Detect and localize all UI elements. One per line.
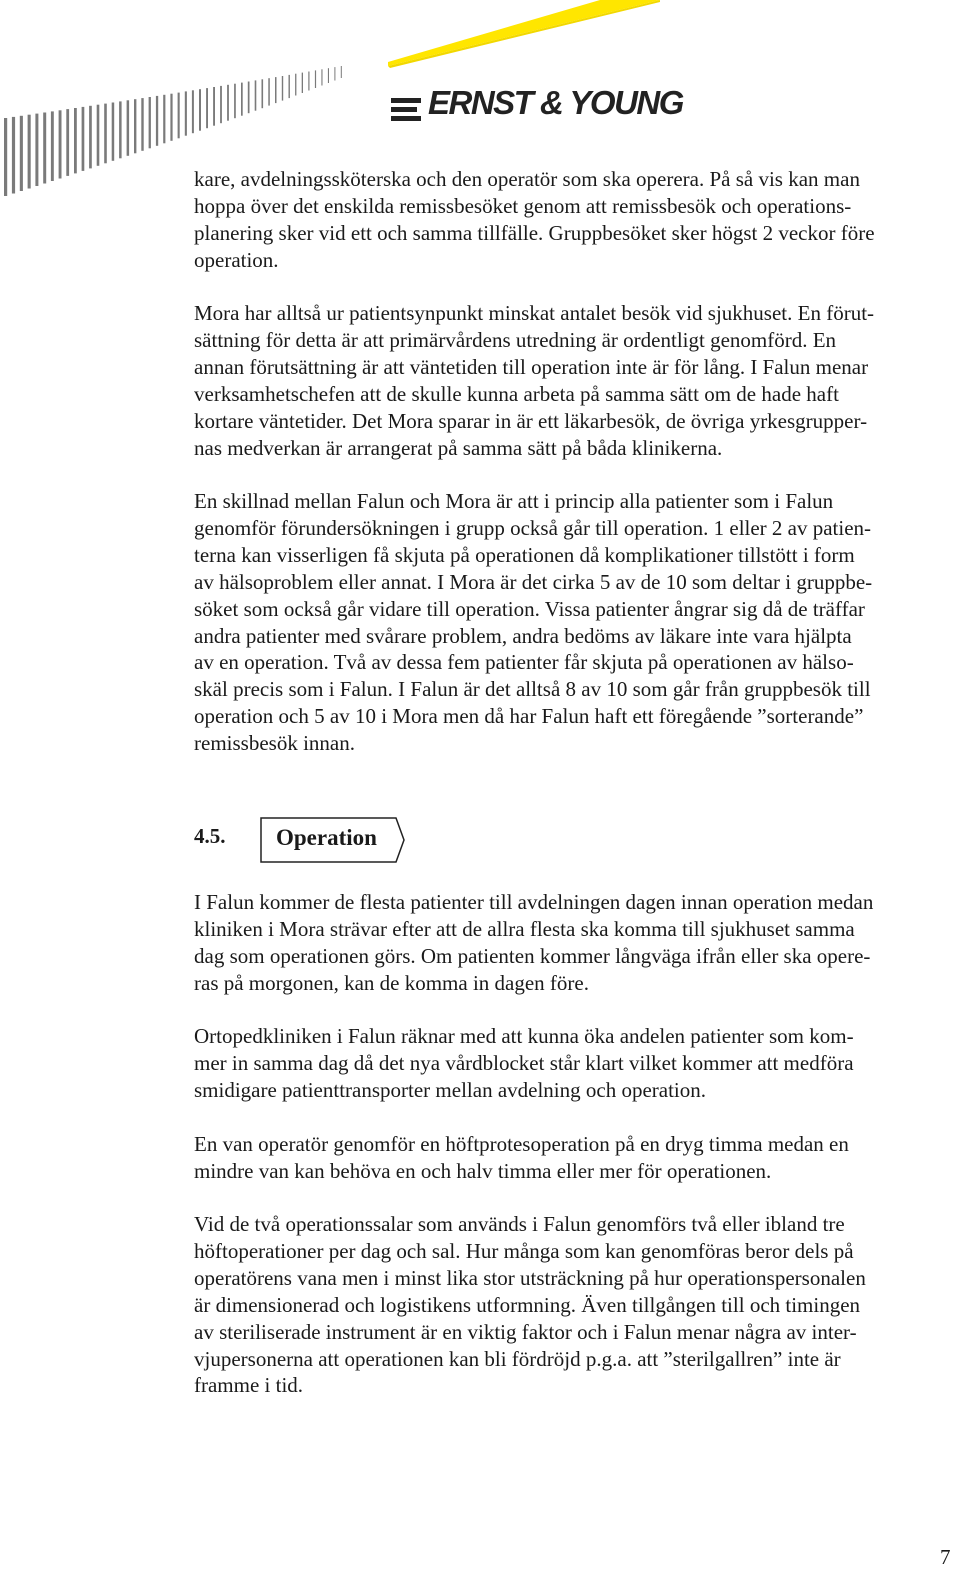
logo-stripe bbox=[51, 111, 54, 181]
text-line: genomför förundersökningen i grupp också går till operation. 1 eller 2 av patien- bbox=[194, 515, 872, 540]
logo-stripe bbox=[178, 93, 180, 139]
text-line: annan förutsättning är att väntetiden till operation inte är för lång. I Falun menar bbox=[194, 354, 869, 379]
logo-stripe bbox=[149, 97, 151, 148]
text-line: av en operation. Två av dessa fem patienter får skjuta på operationen av hälso- bbox=[194, 650, 854, 675]
text-line: operation. bbox=[194, 247, 279, 272]
logo-stripe bbox=[315, 70, 316, 88]
text-line: verksamhetschefen att de skulle kunna arbeta på samma sätt om de hade haft bbox=[194, 381, 839, 406]
text-line: I Falun kommer de flesta patienter till avdelningen dagen innan operation medan bbox=[194, 890, 874, 914]
company-logo-text: ERNST & YOUNG bbox=[428, 84, 683, 121]
text-line: sättning för detta är att primärvårdens utredning är ordentligt genomförd. En bbox=[194, 327, 837, 352]
logo-stripe bbox=[28, 115, 31, 189]
text-line: En skillnad mellan Falun och Mora är att i princip alla patienter som i Falun bbox=[194, 489, 834, 513]
section-number: 4.5. bbox=[194, 824, 226, 848]
logo-stripe bbox=[248, 82, 250, 114]
logo-stripe bbox=[74, 108, 77, 173]
text-line: söket som också går vidare till operation. Vissa patienter ångrar sig då de träffar bbox=[194, 596, 865, 621]
logo-stripe bbox=[295, 74, 296, 96]
logo-stripe bbox=[302, 73, 303, 93]
logo-stripe bbox=[119, 101, 122, 158]
logo-stripe bbox=[35, 114, 38, 186]
logo-stripe bbox=[220, 86, 222, 123]
text-line: är dimensionerad och logistikens utformning. Även tillgången till och timingen bbox=[194, 1292, 861, 1317]
text-line: Vid de två operationssalar som används i Falun genomförs två eller ibland tre bbox=[194, 1212, 845, 1236]
logo-stripe bbox=[192, 90, 194, 133]
logo-stripe bbox=[127, 100, 130, 156]
logo-stripe bbox=[156, 96, 158, 146]
text-line: kortare väntetider. Det Mora sparar in är ett läkarbesök, de övriga yrkesgrupper- bbox=[194, 408, 868, 433]
logo-stripe bbox=[282, 76, 283, 101]
logo-stripe bbox=[308, 72, 309, 91]
text-line: höftoperationer per dag och sal. Hur många som kan genomföras beror dels på bbox=[194, 1238, 854, 1263]
text-line: ras på morgonen, kan de komma in dagen före. bbox=[194, 970, 589, 995]
text-line: operatörens vana men i minst lika stor utsträckning på hur operationspersonalen bbox=[194, 1265, 866, 1290]
text-line: av hälsoproblem eller annat. I Mora är det cirka 5 av de 10 som deltar i gruppbe- bbox=[194, 569, 873, 594]
logo-stripe bbox=[275, 77, 277, 103]
logo-stripe bbox=[12, 117, 15, 194]
logo-stripe bbox=[206, 88, 208, 128]
text-line: hoppa över det enskilda remissbesöket genom att remissbesök och operations- bbox=[194, 193, 852, 218]
text-line: remissbesök innan. bbox=[194, 731, 355, 756]
text-line: nas medverkan är arrangerat på samma sätt på båda klinikerna. bbox=[194, 435, 723, 460]
paragraph-4 bbox=[194, 889, 956, 997]
text-line: kliniken i Mora strävar efter att de allra flesta ska komma till sjukhuset samma bbox=[194, 916, 855, 941]
paragraph-3 bbox=[194, 488, 956, 757]
logo-stripe bbox=[185, 91, 187, 135]
paragraph-6 bbox=[194, 1131, 956, 1185]
text-line: framme i tid. bbox=[194, 1373, 304, 1398]
logo-stripe bbox=[43, 113, 46, 184]
text-line: skäl precis som i Falun. I Falun är det alltså 8 av 10 som går från gruppbesök till bbox=[194, 677, 871, 702]
logo-stripe bbox=[289, 75, 290, 98]
logo-stripe bbox=[328, 68, 329, 83]
text-line: En van operatör genomför en höftprotesoperation på en dryg timma medan en bbox=[194, 1132, 849, 1156]
logo-stripe bbox=[241, 83, 243, 116]
logo-stripe bbox=[4, 118, 7, 196]
text-line: Mora har alltså ur patientsynpunkt minskat antalet besök vid sjukhuset. En förut- bbox=[194, 301, 875, 325]
logo-stripe bbox=[255, 80, 257, 110]
page-number: 7 bbox=[940, 1545, 951, 1569]
text-line: smidigare patienttransporter mellan avdelning och operation. bbox=[194, 1077, 706, 1102]
text-line: av steriliserade instrument är en viktig faktor och i Falun menar några av inter- bbox=[194, 1319, 857, 1344]
paragraph-1 bbox=[194, 166, 956, 274]
logo-stripe bbox=[321, 69, 322, 85]
logo-stripe bbox=[82, 107, 85, 171]
logo-stripe bbox=[59, 110, 62, 178]
text-line: terna kan visserligen få skjuta på operationen då komplikationer tillstött i form bbox=[194, 542, 855, 567]
yellow-beam-thin bbox=[388, 0, 660, 68]
ey-logo-icon bbox=[389, 96, 425, 124]
logo-stripe bbox=[262, 79, 264, 108]
logo-stripe bbox=[66, 109, 69, 176]
logo-stripe bbox=[268, 78, 270, 105]
text-line: dag som operationen görs. Om patienten kommer långväga ifrån eller ska opere- bbox=[194, 943, 871, 968]
section-title: Operation bbox=[276, 825, 377, 850]
logo-stripe bbox=[170, 94, 172, 141]
text-line: mer in samma dag då det nya vårdblocket står klart vilket kommer att medföra bbox=[194, 1050, 854, 1075]
text-line: vjupersonerna att operationen kan bli fördröjd p.g.a. att ”sterilgallren” inte är bbox=[194, 1346, 841, 1371]
logo-stripe bbox=[141, 98, 143, 151]
logo-stripe bbox=[20, 116, 23, 191]
logo-stripe bbox=[163, 95, 165, 144]
logo-stripe bbox=[134, 99, 136, 153]
logo-stripe bbox=[341, 66, 342, 78]
text-line: andra patienter med svårare problem, andra bedöms av läkare inte vara hjälpta bbox=[194, 623, 852, 648]
logo-stripe bbox=[112, 103, 115, 161]
logo-stripe bbox=[97, 105, 100, 166]
logo-stripe bbox=[89, 106, 92, 169]
logo-stripe bbox=[213, 87, 215, 126]
text-line: kare, avdelningssköterska och den operatör som ska operera. På så vis kan man bbox=[194, 167, 860, 191]
logo-stripe bbox=[104, 104, 107, 164]
text-line: planering sker vid ett och samma tillfälle. Gruppbesöket sker högst 2 veckor före bbox=[194, 220, 875, 245]
paragraph-7 bbox=[194, 1211, 956, 1399]
text-line: Ortopedkliniken i Falun räknar med att kunna öka andelen patienter som kom- bbox=[194, 1024, 854, 1048]
text-line: operation och 5 av 10 i Mora men då har Falun haft ett föregående ”sorterande” bbox=[194, 704, 864, 729]
logo-stripe bbox=[334, 67, 335, 80]
logo-stripe bbox=[199, 89, 201, 131]
paragraph-2 bbox=[194, 300, 956, 461]
paragraph-5 bbox=[194, 1023, 956, 1104]
logo-stripe bbox=[227, 85, 229, 121]
logo-stripe bbox=[234, 84, 236, 119]
text-line: mindre van kan behöva en och halv timma eller mer för operationen. bbox=[194, 1158, 772, 1183]
